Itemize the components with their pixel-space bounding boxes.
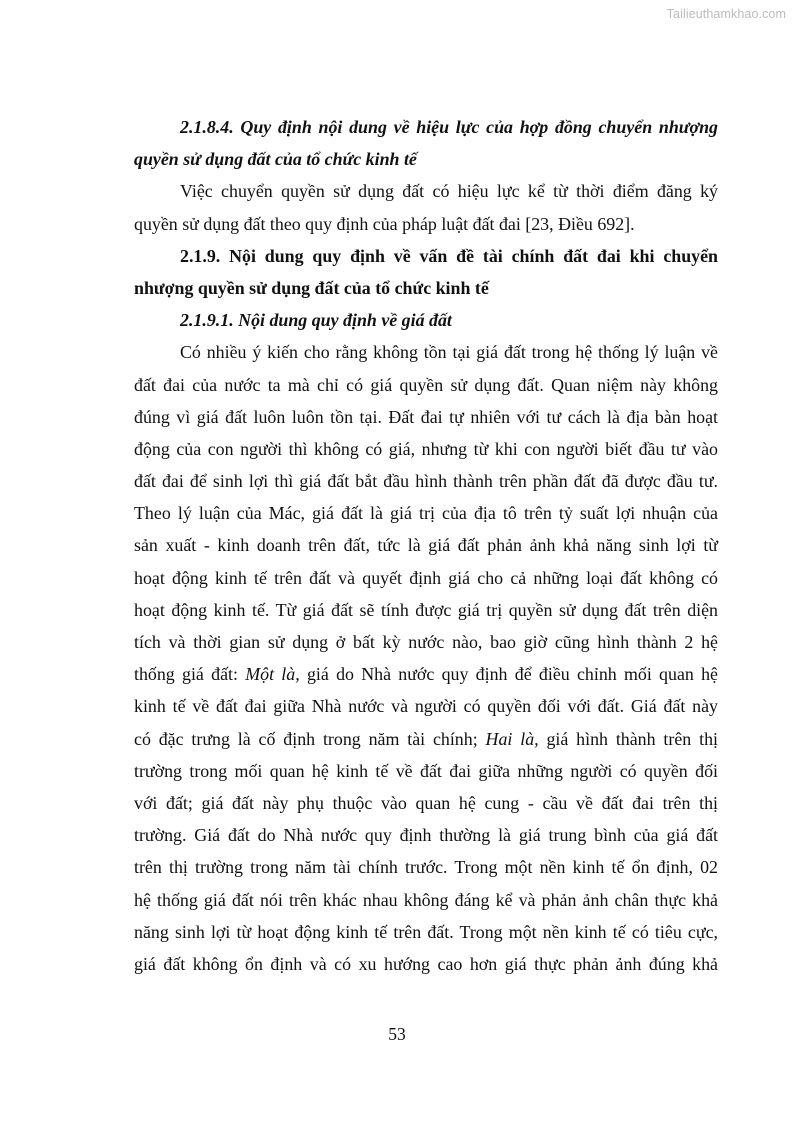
- body-line: năng sinh lợi từ hoạt động kinh tế trên đất. Trong một nền kinh tế có tiêu cực,: [134, 921, 718, 942]
- body-text: giá hình thành trên thị: [538, 728, 718, 749]
- body-line: trường. Giá đất do Nhà nước quy định thường là giá trung bình của giá đất: [134, 825, 718, 846]
- heading-2-1-9-1: 2.1.9.1. Nội dung quy định về giá đất: [180, 310, 452, 331]
- body-line: sản xuất - kinh doanh trên đất, tức là giá đất phản ảnh khả năng sinh lợi từ: [134, 535, 718, 556]
- emphasis-mot-la: Một là,: [245, 664, 300, 685]
- body-text: thống giá đất:: [134, 664, 246, 685]
- paragraph-effect-line-1: Việc chuyển quyền sử dụng đất có hiệu lực kể từ thời điểm đăng ký: [180, 181, 718, 202]
- body-line: kinh tế về đất đai giữa Nhà nước và người có quyền đối với đất. Giá đất này: [134, 696, 718, 717]
- watermark-text: Tailieuthamkhao.com: [666, 7, 786, 21]
- heading-2-1-9-line-1: 2.1.9. Nội dung quy định về vấn đề tài chính đất đai khi chuyển: [180, 245, 718, 266]
- body-line-hai-la: [134, 723, 718, 755]
- body-line: đất đai để sinh lợi thì giá đất bắt đầu hình thành trên phần đất đã được đầu tư.: [134, 471, 718, 492]
- heading-2-1-8-4-line-1: 2.1.8.4. Quy định nội dung về hiệu lực của hợp đồng chuyển nhượng: [180, 117, 718, 137]
- page-content: [134, 111, 718, 980]
- body-text: giá do Nhà nước quy định để điều chỉnh mối quan hệ: [299, 664, 718, 685]
- emphasis-hai-la: Hai là,: [485, 728, 539, 749]
- paragraph-effect-line-2: quyền sử dụng đất theo quy định của pháp luật đất đai [23, Điều 692].: [134, 213, 635, 234]
- page-number: 53: [388, 1024, 406, 1044]
- body-text: có đặc trưng là cố định trong năm tài chính;: [134, 728, 486, 749]
- body-line: động của con người thì không có giá, nhưng từ khi con người biết đầu tư vào: [134, 438, 718, 459]
- body-line: đúng vì giá đất luôn luôn tồn tại. Đất đai tự nhiên với tư cách là địa bàn hoạt: [134, 406, 718, 427]
- body-line: Có nhiều ý kiến cho rằng không tồn tại giá đất trong hệ thống lý luận về: [180, 342, 718, 363]
- body-line: đất đai của nước ta mà chỉ có giá quyền sử dụng đất. Quan niệm này không: [134, 374, 718, 395]
- body-line: giá đất không ổn định và có xu hướng cao hơn giá thực phản ảnh đúng khả: [134, 953, 718, 974]
- body-line: với đất; giá đất này phụ thuộc vào quan hệ cung - cầu về đất đai trên thị: [134, 792, 718, 813]
- body-line: trên thị trường trong năm tài chính trước. Trong một nền kinh tế ổn định, 02: [134, 857, 718, 878]
- body-line: tích và thời gian sử dụng ở bất kỳ nước nào, bao giờ cũng hình thành 2 hệ: [134, 632, 718, 652]
- body-line: Theo lý luận của Mác, giá đất là giá trị của địa tô trên tỷ suất lợi nhuận của: [134, 503, 718, 524]
- heading-2-1-8-4-line-2: quyền sử dụng đất của tổ chức kinh tế: [134, 149, 417, 170]
- body-line: hệ thống giá đất nói trên khác nhau không đáng kể và phản ảnh chân thực khả: [134, 889, 718, 910]
- body-line: trường trong mối quan hệ kinh tế về đất đai giữa những người có quyền đối: [134, 760, 718, 781]
- body-line-mot-la: [134, 658, 718, 690]
- heading-2-1-9-line-2: nhượng quyền sử dụng đất của tổ chức kinh tế: [134, 277, 489, 298]
- body-line: hoạt động kinh tế. Từ giá đất sẽ tính được giá trị quyền sử dụng đất trên diện: [134, 599, 718, 620]
- body-line: hoạt động kinh tế trên đất và quyết định giá cho cả những loại đất không có: [134, 567, 718, 588]
